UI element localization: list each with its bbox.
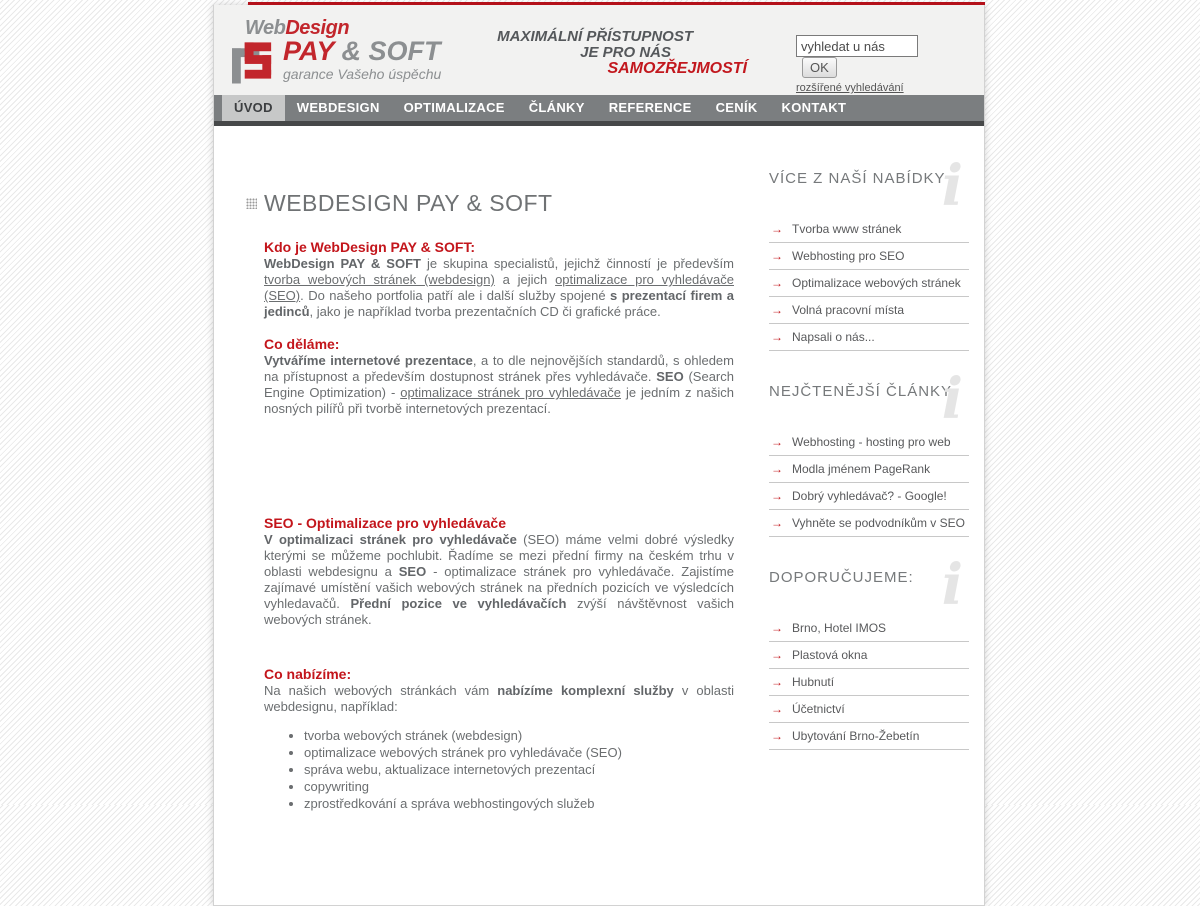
nav-item-kontakt[interactable]: KONTAKT: [781, 100, 847, 115]
sidebar-link-label: Optimalizace webových stránek: [792, 276, 961, 290]
slogan-line-3: SAMOZŘEJMOSTÍ: [607, 60, 747, 77]
logo-wordmark-top: WebDesign: [245, 17, 350, 39]
text: (Search Engine Optimization) -: [264, 369, 734, 400]
sidebar-link-label: Volná pracovní místa: [792, 303, 905, 317]
section-heading: SEO - Optimalizace pro vyhledávače: [264, 515, 506, 531]
arrow-icon: →: [771, 729, 783, 743]
section-heading: Co děláme:: [264, 336, 340, 352]
text: . Do našeho portfolia patří ale i další služby spojené: [300, 288, 611, 303]
content-section: [264, 239, 734, 320]
sidebar-section: [769, 366, 969, 537]
nav-item-cenik[interactable]: CENÍK: [715, 100, 758, 115]
bold-text: nabízíme komplexní služby: [497, 683, 674, 698]
sidebar-link-label: Brno, Hotel IMOS: [792, 621, 887, 635]
sidebar-link[interactable]: [769, 696, 969, 723]
section-paragraph: [264, 683, 734, 715]
arrow-icon: →: [771, 330, 783, 344]
list-item: • tvorba webových stránek (webdesign): [304, 727, 734, 744]
section-heading: Co nabízíme:: [264, 666, 352, 682]
info-watermark-icon: i: [941, 552, 963, 618]
sidebar-section: [769, 552, 969, 750]
sidebar-link[interactable]: [769, 723, 969, 750]
page-title: WEBDESIGN PAY & SOFT: [246, 190, 734, 217]
sidebar-link-label: Ubytování Brno-Žebetín: [792, 729, 920, 743]
advanced-search-link[interactable]: rozšířené vyhledávání: [796, 82, 904, 94]
header: [214, 5, 984, 95]
logo-wordmark-main: PAY & SOFT: [283, 36, 441, 66]
text: , jako je například tvorba prezentačních CD či grafické práce.: [309, 304, 661, 319]
sidebar-link[interactable]: [769, 270, 969, 297]
sidebar-link-label: Webhosting pro SEO: [792, 249, 905, 263]
sidebar: [769, 153, 969, 828]
sidebar-link-label: Modla jménem PageRank: [792, 462, 931, 476]
text: (SEO) máme velmi dobré výsledky kterými se můžeme pochlubit. Řadíme se mezi přední firmy na českém trhu v oblasti webdesignu a: [264, 532, 734, 579]
bold-text: SEO: [656, 369, 684, 384]
arrow-icon: →: [771, 435, 783, 449]
inline-link[interactable]: optimalizace pro vyhledávače (SEO): [264, 272, 734, 303]
nav-item-uvod[interactable]: ÚVOD: [222, 95, 285, 121]
sidebar-link[interactable]: [769, 642, 969, 669]
sidebar-link-label: Napsali o nás...: [792, 330, 875, 344]
text: , a to dle nejnovějších standardů, s ohledem na přístupnost a především dostupnost stránek přes vyhledávače.: [264, 353, 734, 384]
section-paragraph: [264, 353, 734, 417]
sidebar-link[interactable]: [769, 615, 969, 642]
header-slogan: [497, 29, 747, 77]
bold-text: SEO: [398, 564, 427, 579]
bold-text: Přední pozice ve vyhledávačích: [350, 596, 567, 611]
section-paragraph: [264, 256, 734, 320]
content-section: [264, 336, 734, 417]
slogan-line-1: MAXIMÁLNÍ PŘÍSTUPNOST: [497, 28, 693, 45]
content-area: [214, 126, 984, 828]
logo[interactable]: [232, 19, 441, 84]
sidebar-link-label: Účetnictví: [792, 702, 845, 716]
nav-item-reference[interactable]: REFERENCE: [608, 100, 692, 115]
content-section: [264, 666, 734, 812]
inline-link[interactable]: tvorba webových stránek (webdesign): [264, 272, 495, 287]
sidebar-link-label: Dobrý vyhledávač? - Google!: [792, 489, 947, 503]
arrow-icon: →: [771, 621, 783, 635]
text: a jejich: [494, 272, 556, 287]
arrow-icon: →: [771, 222, 783, 236]
bold-text: s prezentací firem a jedinců: [264, 288, 735, 319]
sidebar-link-label: Vyhněte se podvodníkům v SEO: [792, 516, 965, 530]
arrow-icon: →: [771, 516, 783, 530]
list-item: • správa webu, aktualizace internetových prezentací: [304, 761, 734, 778]
logo-tagline: garance Vašeho úspěchu: [283, 66, 442, 82]
info-watermark-icon: i: [941, 153, 963, 219]
bold-text: WebDesign PAY & SOFT: [264, 256, 421, 271]
text: - optimalizace stránek pro vyhledávače. Zajistíme zajímavé umístění vašich webových stránek na předních pozicích ve výsledcích vyhledavačů.: [264, 564, 734, 611]
info-watermark-icon: i: [941, 366, 963, 432]
text: je skupina specialistů, jejichž činností je především: [420, 256, 734, 271]
sidebar-section-title: NEJČTENĚJŠÍ ČLÁNKY: [769, 383, 953, 400]
sidebar-link[interactable]: [769, 429, 969, 456]
nav-item-optimalizace[interactable]: OPTIMALIZACE: [403, 100, 505, 115]
search-ok-button[interactable]: OK: [802, 57, 837, 78]
inline-link[interactable]: optimalizace stránek pro vyhledávače: [400, 385, 621, 400]
logo-icon: [232, 38, 277, 84]
sidebar-link[interactable]: [769, 456, 969, 483]
arrow-icon: →: [771, 489, 783, 503]
arrow-icon: →: [771, 648, 783, 662]
section-heading: Kdo je WebDesign PAY & SOFT:: [264, 239, 476, 255]
text: Na našich webových stránkách vám: [264, 683, 498, 698]
sidebar-link[interactable]: [769, 324, 969, 351]
list-item: • copywriting: [304, 778, 734, 795]
sidebar-section-title: VÍCE Z NAŠÍ NABÍDKY: [769, 170, 946, 187]
sidebar-link[interactable]: [769, 510, 969, 537]
search-area: [796, 35, 961, 96]
sidebar-link[interactable]: [769, 483, 969, 510]
sidebar-link-label: Hubnutí: [792, 675, 835, 689]
arrow-icon: →: [771, 249, 783, 263]
bold-text: Vytváříme internetové prezentace: [264, 353, 473, 368]
sidebar-section-title: DOPORUČUJEME:: [769, 569, 914, 586]
search-input[interactable]: [796, 35, 918, 57]
list-item: • optimalizace webových stránek pro vyhledávače (SEO): [304, 744, 734, 761]
arrow-icon: →: [771, 462, 783, 476]
list-item: • zprostředkování a správa webhostingových služeb: [304, 795, 734, 812]
sidebar-link-label: Plastová okna: [792, 648, 868, 662]
text: zvýší návštěvnost vašich webových stránek.: [264, 596, 735, 627]
offer-list: [264, 727, 734, 812]
nav-item-clanky[interactable]: ČLÁNKY: [528, 100, 585, 115]
main-nav: [214, 95, 984, 121]
section-paragraph: [264, 532, 734, 628]
sidebar-link[interactable]: [769, 243, 969, 270]
arrow-icon: →: [771, 702, 783, 716]
site-container: [213, 5, 985, 906]
sidebar-section: [769, 153, 969, 351]
arrow-icon: →: [771, 276, 783, 290]
bold-text: V optimalizaci stránek pro vyhledávače: [264, 532, 517, 547]
nav-item-webdesign[interactable]: WEBDESIGN: [296, 100, 380, 115]
sidebar-link[interactable]: [769, 297, 969, 324]
title-grid-icon: [246, 198, 257, 209]
content-section: [264, 515, 734, 628]
slogan-line-2: JE PRO NÁS: [580, 44, 671, 61]
text: v oblasti webdesignu, například:: [264, 683, 734, 714]
sidebar-link[interactable]: [769, 216, 969, 243]
main-article: [264, 164, 734, 828]
sidebar-link[interactable]: [769, 669, 969, 696]
sidebar-link-label: Webhosting - hosting pro web: [792, 435, 951, 449]
arrow-icon: →: [771, 675, 783, 689]
arrow-icon: →: [771, 303, 783, 317]
text: je jedním z našich nosných pilířů při tvorbě internetových prezentací.: [264, 385, 734, 416]
sidebar-link-label: Tvorba www stránek: [792, 222, 902, 236]
